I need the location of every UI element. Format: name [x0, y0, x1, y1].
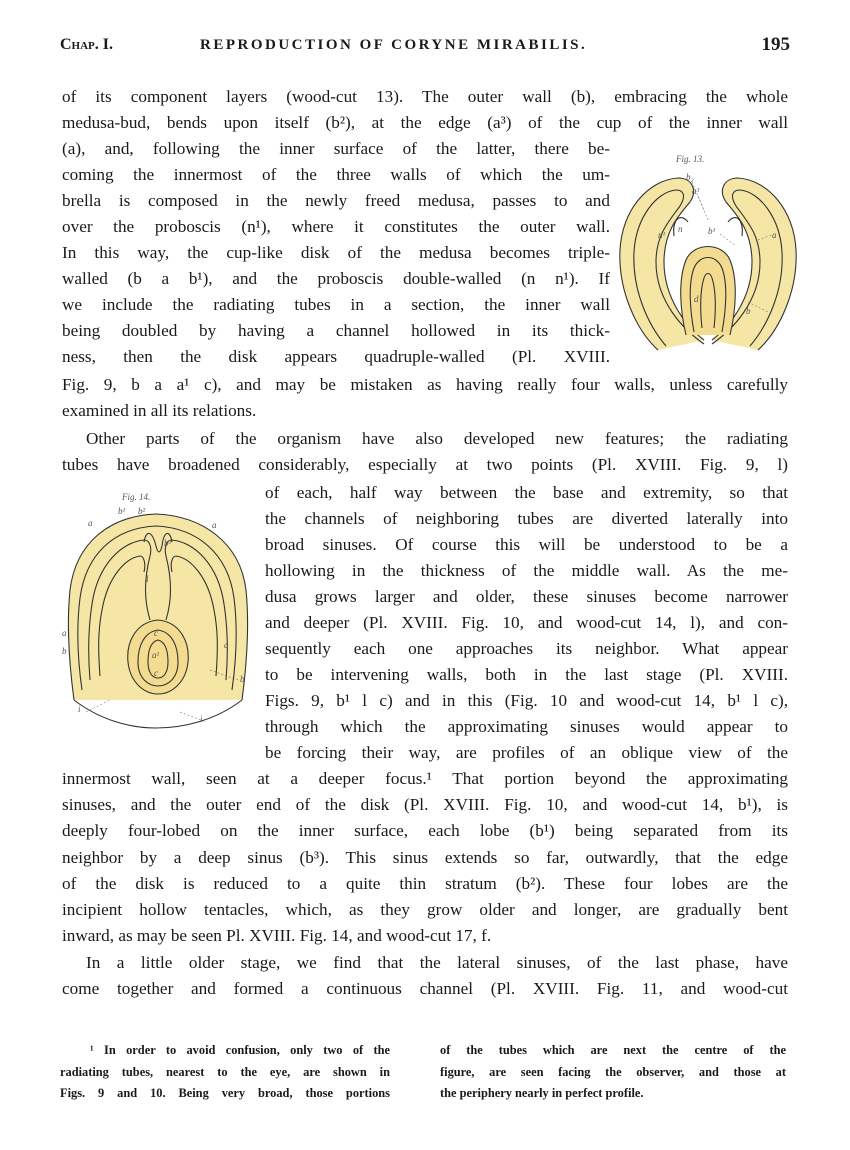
figure-label: a [772, 230, 777, 240]
figure-label: l [146, 574, 149, 584]
figure-label: a³ [692, 186, 700, 196]
figure-label: n [678, 224, 683, 234]
figure-14-caption: Fig. 14. [122, 492, 151, 502]
body-line: coming the innermost of the three walls of which the um- [62, 165, 610, 184]
running-head [60, 36, 790, 60]
body-line: incipient hollow tentacles, which, as they grow older and longer, are gradually bent [62, 900, 788, 919]
figure-label: c [154, 628, 158, 638]
body-line: we include the radiating tubes in a section, the inner wall [62, 295, 610, 314]
body-line: be forcing their way, are profiles of an oblique view of the [265, 743, 788, 762]
body-line: sinuses, and the outer end of the disk (Pl. XVIII. Fig. 10, and wood-cut 14, b¹), is [62, 795, 788, 814]
body-line: Figs. 9, b¹ l c) and in this (Fig. 10 and wood-cut 14, b¹ l c), [265, 691, 788, 710]
figure-label: b [240, 674, 245, 684]
body-line: neighbor by a deep sinus (b³). This sinus extends so far, outwardly, that the edge [62, 848, 788, 867]
body-line: examined in all its relations. [62, 401, 257, 420]
body-line: of each, half way between the base and extremity, so that [265, 483, 788, 502]
body-line: ness, then the disk appears quadruple-walled (Pl. XVIII. [62, 347, 610, 366]
footnote-line: of the tubes which are next the centre of the [440, 1043, 786, 1057]
figure-label: i [200, 714, 203, 724]
figure-label: n¹ [658, 230, 666, 240]
body-line: innermost wall, seen at a deeper focus.¹ That portion beyond the approximating [62, 769, 788, 788]
figure-label: b¹ [708, 226, 716, 236]
body-line: broad sinuses. Of course this will be understood to be a [265, 535, 788, 554]
figure-13-drawing [608, 150, 808, 360]
body-line: (a), and, following the inner surface of the latter, there be- [62, 139, 610, 158]
figure-label: b [62, 646, 67, 656]
body-line: being doubled by having a channel hollowed in its thick- [62, 321, 610, 340]
figure-13 [608, 150, 808, 360]
body-line: Fig. 9, b a a¹ c), and may be mistaken as having really four walls, unless carefully [62, 375, 788, 394]
figure-label: b³ [164, 538, 172, 548]
body-line: dusa grows larger and older, these sinuses become narrower [265, 587, 788, 606]
body-line: to be intervening walls, both in the last stage (Pl. XVIII. [265, 665, 788, 684]
page-number: 195 [761, 34, 790, 55]
figure-label: a [88, 518, 93, 528]
body-line: of its component layers (wood-cut 13). The outer wall (b), embracing the whole [62, 87, 788, 106]
body-line: In this way, the cup-like disk of the medusa becomes triple- [62, 243, 610, 262]
body-line: walled (b a b¹), and the proboscis double-walled (n n¹). If [62, 269, 610, 288]
footnote-line: radiating tubes, nearest to the eye, are shown in [60, 1064, 390, 1079]
body-line: tubes have broadened considerably, especially at two points (Pl. XVIII. Fig. 9, l) [62, 455, 788, 474]
figure-label: a¹ [152, 650, 160, 660]
footnote-line: Figs. 9 and 10. Being very broad, those portions [60, 1086, 390, 1100]
body-line: deeply four-lobed on the inner surface, each lobe (b¹) being separated from its [62, 821, 788, 840]
body-line: through which the approximating sinuses would appear to [265, 717, 788, 736]
footnote-right-column [440, 1040, 786, 1105]
footnote-line: the periphery nearly in perfect profile. [440, 1086, 644, 1100]
body-line: brella is composed in the newly freed medusa, passes to and [62, 191, 610, 210]
figure-label: c [154, 668, 158, 678]
body-line: hollowing in the thickness of the middle wall. As the me- [265, 561, 788, 580]
body-line: over the proboscis (n¹), where it constitutes the outer wall. [62, 217, 610, 236]
figure-label: b² [138, 506, 146, 516]
body-line: and deeper (Pl. XVIII. Fig. 10, and wood-cut 14, l), and con- [265, 613, 788, 632]
body-line: the channels of neighboring tubes are diverted laterally into [265, 509, 788, 528]
figure-label: a [224, 640, 229, 650]
figure-label: b [746, 306, 751, 316]
body-line: inward, as may be seen Pl. XVIII. Fig. 14, and wood-cut 17, f. [62, 926, 492, 945]
figure-label: d [694, 294, 699, 304]
figure-label: i [78, 704, 81, 714]
footnote-line: figure, are seen facing the observer, and those at [440, 1064, 786, 1079]
figure-label: a [212, 520, 217, 530]
chapter-label: Chap. I. [60, 36, 114, 53]
fig13-proboscis [681, 247, 736, 336]
figure-label: a [62, 628, 67, 638]
figure-14 [60, 490, 265, 740]
figure-label: b¹ [118, 506, 126, 516]
body-line: medusa-bud, bends upon itself (b²), at the edge (a³) of the cup of the inner wall [62, 113, 788, 132]
footnote-line: ¹ In order to avoid confusion, only two of the [90, 1043, 390, 1057]
body-line: In a little older stage, we find that the lateral sinuses, of the last phase, have [86, 953, 788, 972]
figure-13-caption: Fig. 13. [676, 154, 705, 164]
body-line: Other parts of the organism have also developed new features; the radiating [86, 429, 788, 448]
footnote-left-column [60, 1040, 390, 1105]
running-title: REPRODUCTION OF CORYNE MIRABILIS. [200, 37, 588, 53]
body-line: come together and formed a continuous channel (Pl. XVIII. Fig. 11, and wood-cut [62, 979, 788, 998]
body-line: of the disk is reduced to a quite thin stratum (b²). These four lobes are the [62, 874, 788, 893]
figure-label: b₂ [686, 172, 694, 182]
body-line: sequently each one approaches its neighbor. What appear [265, 639, 788, 658]
